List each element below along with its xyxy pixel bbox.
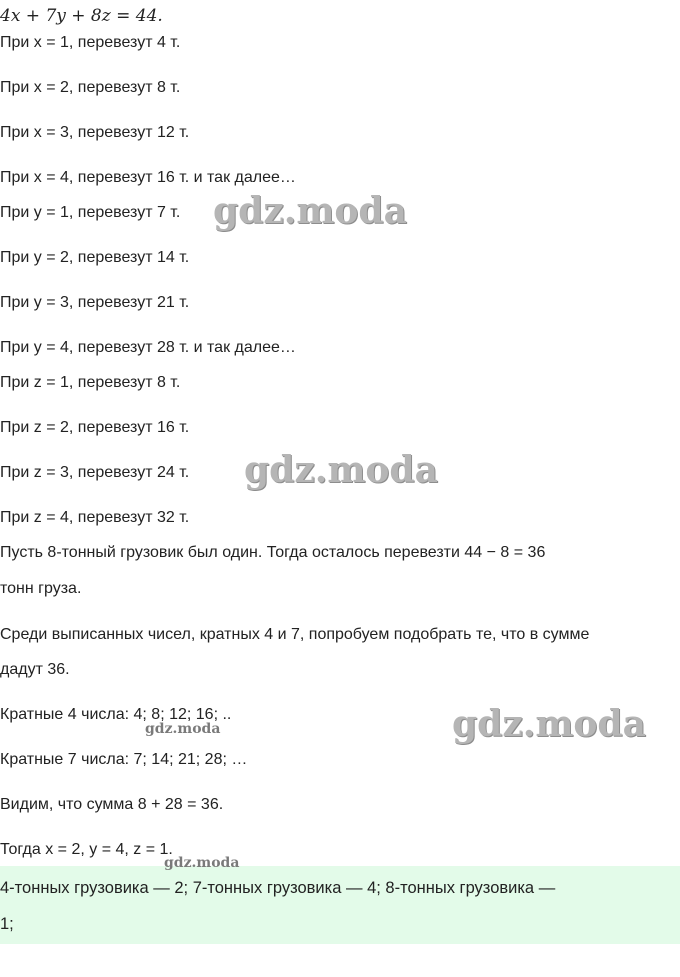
text-line: Среди выписанных чисел, кратных 4 и 7, попробуем подобрать те, что в сумме	[0, 626, 590, 643]
text-line: Тогда x = 2, y = 4, z = 1.	[0, 841, 173, 858]
text-line: дадут 36.	[0, 661, 70, 678]
text-line: При x = 4, перевезут 16 т. и так далее…	[0, 169, 296, 186]
text-line: При z = 4, перевезут 32 т.	[0, 509, 190, 526]
text-line: Кратные 4 числа: 4; 8; 12; 16; ..	[0, 706, 232, 723]
text-line: При x = 3, перевезут 12 т.	[0, 124, 190, 141]
text-line: При y = 3, перевезут 21 т.	[0, 294, 190, 311]
watermark-small: gdz.moda	[164, 855, 240, 871]
text-line: При y = 2, перевезут 14 т.	[0, 249, 190, 266]
equation-line: 4x + 7y + 8z = 44.	[0, 6, 163, 26]
answer-line: 4-тонных грузовика — 2; 7-тонных грузовика — 4; 8-тонных грузовика —	[0, 879, 556, 897]
text-line: Пусть 8-тонный грузовик был один. Тогда осталось перевезти 44 − 8 = 36	[0, 544, 546, 561]
text-line: При x = 2, перевезут 8 т.	[0, 79, 181, 96]
text-line: При y = 4, перевезут 28 т. и так далее…	[0, 339, 296, 356]
text-line: При z = 1, перевезут 8 т.	[0, 374, 181, 391]
watermark-small: gdz.moda	[145, 721, 221, 737]
text-line: тонн груза.	[0, 580, 82, 597]
text-line: Видим, что сумма 8 + 28 = 36.	[0, 796, 224, 813]
text-line: При z = 2, перевезут 16 т.	[0, 419, 190, 436]
text-line: При z = 3, перевезут 24 т.	[0, 464, 190, 481]
answer-box	[0, 866, 680, 944]
watermark: gdz.moda	[452, 703, 646, 745]
answer-line: 1;	[0, 915, 14, 933]
text-line: При y = 1, перевезут 7 т.	[0, 204, 181, 221]
watermark: gdz.moda	[244, 449, 438, 491]
watermark: gdz.moda	[213, 190, 407, 232]
text-line: При x = 1, перевезут 4 т.	[0, 34, 181, 51]
text-line: Кратные 7 числа: 7; 14; 21; 28; …	[0, 751, 248, 768]
